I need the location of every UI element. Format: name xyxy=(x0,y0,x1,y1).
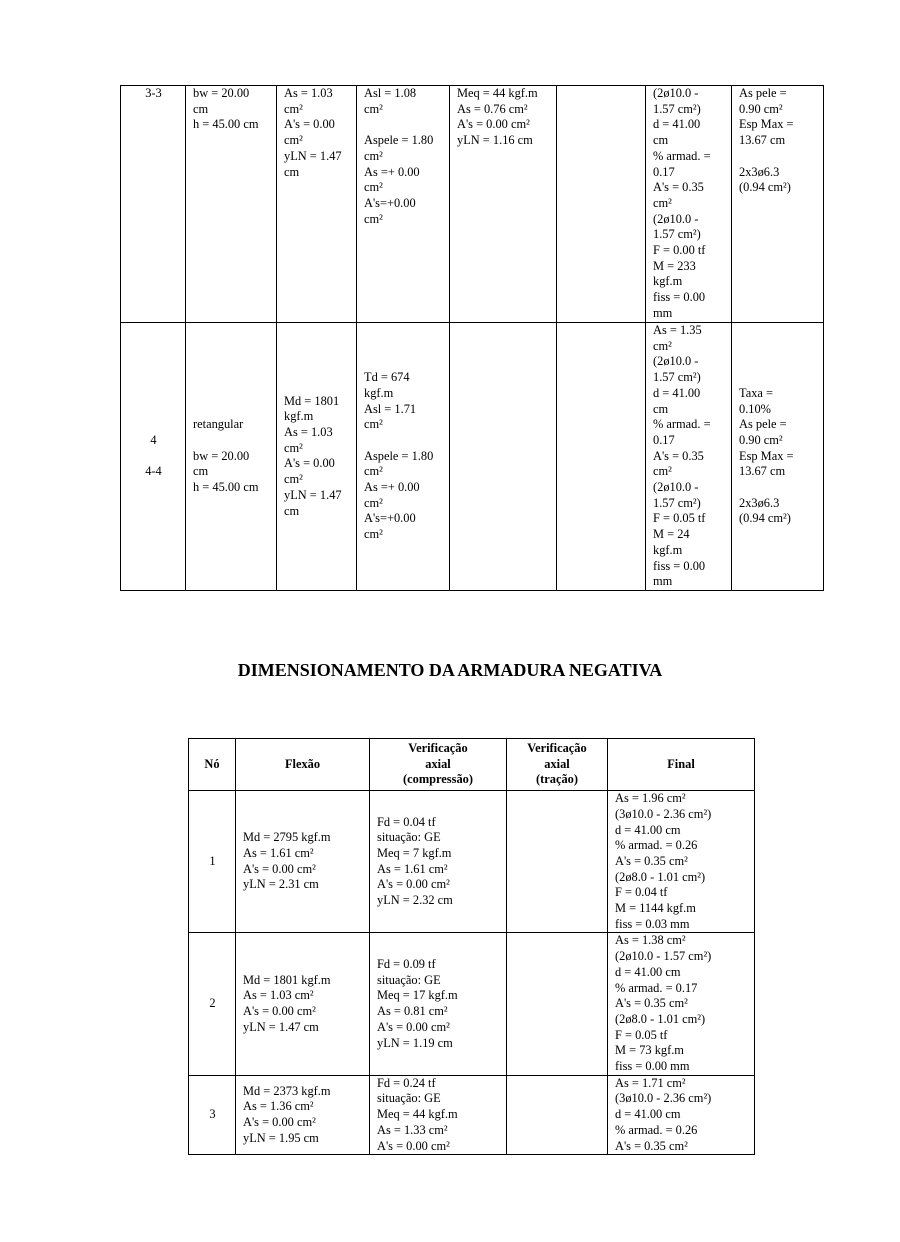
axial-tension-cell xyxy=(507,1075,608,1155)
header-node: Nó xyxy=(189,739,236,791)
final-cell: As = 1.35 cm² (2ø10.0 - 1.57 cm²) d = 41.00 cm % armad. = 0.17 A's = 0.35 cm² (2ø10.0 - 1.57 cm²) F = 0.05 tf M = 24 kgf.m fiss = 0.00 mm xyxy=(646,323,732,591)
flexure-cell: Md = 2373 kgf.m As = 1.36 cm² A's = 0.00 cm² yLN = 1.95 cm xyxy=(236,1075,370,1155)
section-geometry: retangular bw = 20.00 cm h = 45.00 cm xyxy=(186,323,277,591)
section-id: 3-3 xyxy=(121,86,186,323)
header-axial-tension: Verificação axial (tração) xyxy=(507,739,608,791)
section-heading: DIMENSIONAMENTO DA ARMADURA NEGATIVA xyxy=(237,660,663,680)
node-number: 2 xyxy=(189,933,236,1075)
table-header-row xyxy=(189,739,755,791)
table-row xyxy=(189,1075,755,1155)
table-row xyxy=(121,323,824,591)
header-final: Final xyxy=(608,739,755,791)
negative-reinforcement-table xyxy=(188,738,755,1155)
table-row xyxy=(189,933,755,1075)
table-row xyxy=(189,791,755,933)
torsion-cell: Td = 674 kgf.m Asl = 1.71 cm² Aspele = 1.80 cm² As =+ 0.00 cm² A's=+0.00 cm² xyxy=(357,323,450,591)
axial-compression-cell: Fd = 0.04 tf situação: GE Meq = 7 kgf.m As = 1.61 cm² A's = 0.00 cm² yLN = 2.32 cm xyxy=(370,791,507,933)
final-cell: As = 1.96 cm² (3ø10.0 - 2.36 cm²) d = 41.00 cm % armad. = 0.26 A's = 0.35 cm² (2ø8.0 - 1.01 cm²) F = 0.04 tf M = 1144 kgf.m fiss = 0.03 mm xyxy=(608,791,755,933)
final-cell: As = 1.71 cm² (3ø10.0 - 2.36 cm²) d = 41.00 cm % armad. = 0.26 A's = 0.35 cm² xyxy=(608,1075,755,1155)
axial-compression-cell: Fd = 0.24 tf situação: GE Meq = 44 kgf.m As = 1.33 cm² A's = 0.00 cm² xyxy=(370,1075,507,1155)
axial-compression-cell: Fd = 0.09 tf situação: GE Meq = 17 kgf.m As = 0.81 cm² A's = 0.00 cm² yLN = 1.19 cm xyxy=(370,933,507,1075)
header-axial-compression: Verificação axial (compressão) xyxy=(370,739,507,791)
axial-tension-cell xyxy=(507,791,608,933)
table-row xyxy=(121,86,824,323)
final-cell: (2ø10.0 - 1.57 cm²) d = 41.00 cm % armad. = 0.17 A's = 0.35 cm² (2ø10.0 - 1.57 cm²) F = 0.00 tf M = 233 kgf.m fiss = 0.00 mm xyxy=(646,86,732,323)
section-id: 4 4-4 xyxy=(121,323,186,591)
flexure-cell: Md = 1801 kgf.m As = 1.03 cm² A's = 0.00 cm² yLN = 1.47 cm xyxy=(236,933,370,1075)
flexure-cell: Md = 2795 kgf.m As = 1.61 cm² A's = 0.00 cm² yLN = 2.31 cm xyxy=(236,791,370,933)
node-number: 1 xyxy=(189,791,236,933)
axial-tension-cell xyxy=(557,86,646,323)
positive-reinforcement-table xyxy=(120,85,824,591)
section-geometry: bw = 20.00 cm h = 45.00 cm xyxy=(186,86,277,323)
header-flexure: Flexão xyxy=(236,739,370,791)
skin-reinforcement-cell: Taxa = 0.10% As pele = 0.90 cm² Esp Max = 13.67 cm 2x3ø6.3 (0.94 cm²) xyxy=(732,323,824,591)
axial-compression-cell xyxy=(450,323,557,591)
flexure-cell: Md = 1801 kgf.m As = 1.03 cm² A's = 0.00 cm² yLN = 1.47 cm xyxy=(277,323,357,591)
flexure-cell: As = 1.03 cm² A's = 0.00 cm² yLN = 1.47 cm xyxy=(277,86,357,323)
node-number: 3 xyxy=(189,1075,236,1155)
axial-tension-cell xyxy=(507,933,608,1075)
skin-reinforcement-cell: As pele = 0.90 cm² Esp Max = 13.67 cm 2x3ø6.3 (0.94 cm²) xyxy=(732,86,824,323)
axial-compression-cell: Meq = 44 kgf.m As = 0.76 cm² A's = 0.00 cm² yLN = 1.16 cm xyxy=(450,86,557,323)
final-cell: As = 1.38 cm² (2ø10.0 - 1.57 cm²) d = 41.00 cm % armad. = 0.17 A's = 0.35 cm² (2ø8.0 - 1.01 cm²) F = 0.05 tf M = 73 kgf.m fiss = 0.00 mm xyxy=(608,933,755,1075)
axial-tension-cell xyxy=(557,323,646,591)
torsion-cell: Asl = 1.08 cm² Aspele = 1.80 cm² As =+ 0.00 cm² A's=+0.00 cm² xyxy=(357,86,450,323)
